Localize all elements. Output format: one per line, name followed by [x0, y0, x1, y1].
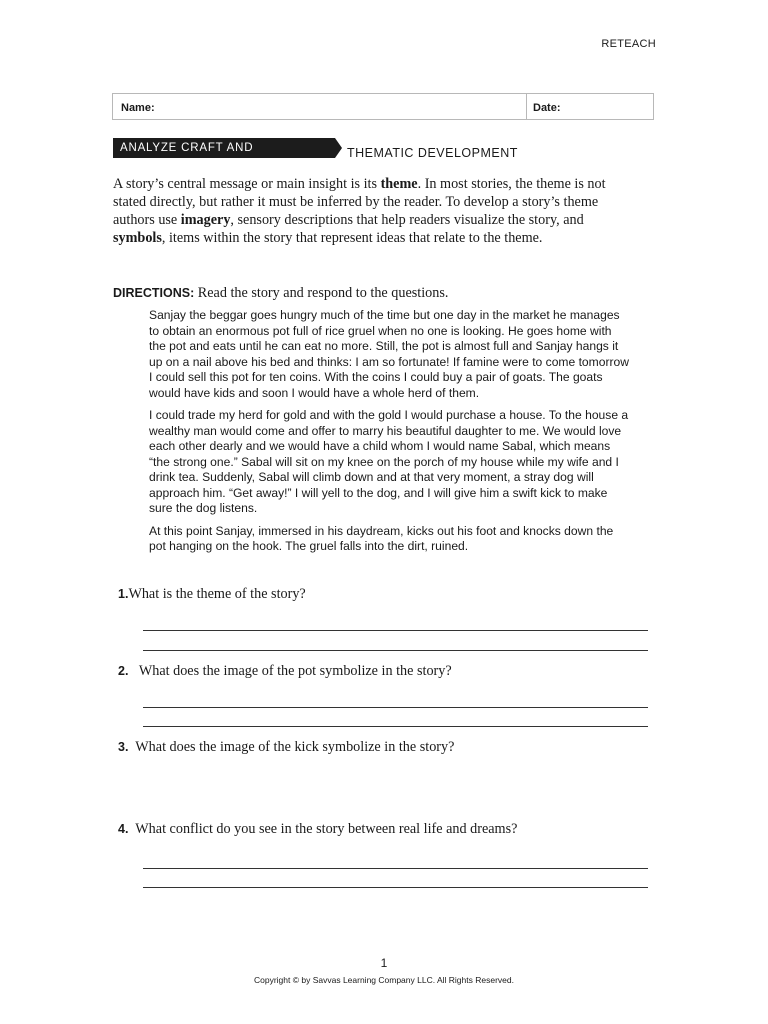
directions: [113, 285, 448, 302]
date-label: Date:: [533, 102, 561, 114]
directions-text: Read the story and respond to the questions.: [194, 285, 449, 301]
name-date-divider: [526, 94, 527, 119]
intro-text: , items within the story that represent ideas that relate to the theme.: [161, 230, 543, 246]
section-banner: ANALYZE CRAFT AND STRUCTURE: [113, 138, 335, 158]
question-text: What does the image of the kick symbolize in the story?: [135, 739, 455, 755]
question-text: What does the image of the pot symbolize in the story?: [138, 663, 452, 679]
intro-paragraph: [113, 175, 618, 247]
answer-line[interactable]: [143, 650, 648, 651]
story-paragraph: I could trade my herd for gold and with the gold I would purchase a house. To the house a wealthy man would come and offer to marry his beautiful daughter to me. We would love each other dearly and we would have a child whom I would name Sabal, which means “the strong one.” Sabal will sit on my knee on the porch of my house while my wife and I drink tea. Suddenly, Sabal will climb down and at that very moment, a stray dog will approach him. “Get away!” I will yell to the dog, and I will give him a swift kick to make sure the dog listens.: [149, 408, 629, 515]
question-text: What is the theme of the story?: [128, 586, 306, 602]
term-theme: theme: [380, 176, 418, 192]
banner-arrow: [335, 138, 342, 158]
answer-line[interactable]: [143, 887, 648, 888]
question-3: [118, 739, 454, 756]
name-date-box: [112, 93, 654, 120]
answer-line[interactable]: [143, 707, 648, 708]
intro-text: A story’s central message or main insight is its: [113, 176, 381, 192]
story-paragraph: Sanjay the beggar goes hungry much of the time but one day in the market he manages to obtain an enormous pot full of rice gruel when no one is looking. He goes home with the pot and eats until he can eat no more. Still, the pot is almost full and Sanjay hangs it up on a nail above his bed and thinks: I am so fortunate! If famine were to come tomorrow I could sell this pot for ten coins. With the coins I could buy a pair of goats. The goats would have kids and soon I would have a whole herd of them.: [149, 308, 629, 400]
directions-label: DIRECTIONS:: [113, 286, 195, 300]
answer-line[interactable]: [143, 726, 648, 727]
story-passage: [149, 308, 631, 562]
question-number: 3.: [118, 740, 129, 754]
question-number: 4.: [118, 822, 129, 836]
term-imagery: imagery: [180, 212, 231, 228]
story-paragraph: At this point Sanjay, immersed in his daydream, kicks out his foot and knocks down the pot hanging on the hook. The gruel falls into the dirt, ruined.: [149, 523, 614, 553]
page-number: 1: [380, 956, 388, 970]
intro-text: . In most stories, the theme is not stated directly, but rather it must be inferred by the reader. To develop a story’s theme authors use: [113, 176, 606, 228]
reteach-label: RETEACH: [601, 38, 656, 50]
answer-line[interactable]: [143, 868, 648, 869]
name-label: Name:: [121, 102, 155, 114]
question-2: [118, 663, 452, 680]
question-4: [118, 821, 517, 838]
question-text: What conflict do you see in the story between real life and dreams?: [135, 821, 518, 837]
question-number: 2.: [118, 664, 129, 678]
section-subtitle: THEMATIC DEVELOPMENT: [347, 146, 518, 160]
copyright-notice: Copyright © by Savvas Learning Company LLC. All Rights Reserved.: [254, 975, 514, 985]
term-symbols: symbols: [113, 230, 162, 246]
question-number: 1.: [118, 587, 129, 601]
answer-line[interactable]: [143, 630, 648, 631]
question-1: [118, 586, 306, 603]
intro-text: , sensory descriptions that help readers visualize the story, and: [230, 212, 584, 228]
